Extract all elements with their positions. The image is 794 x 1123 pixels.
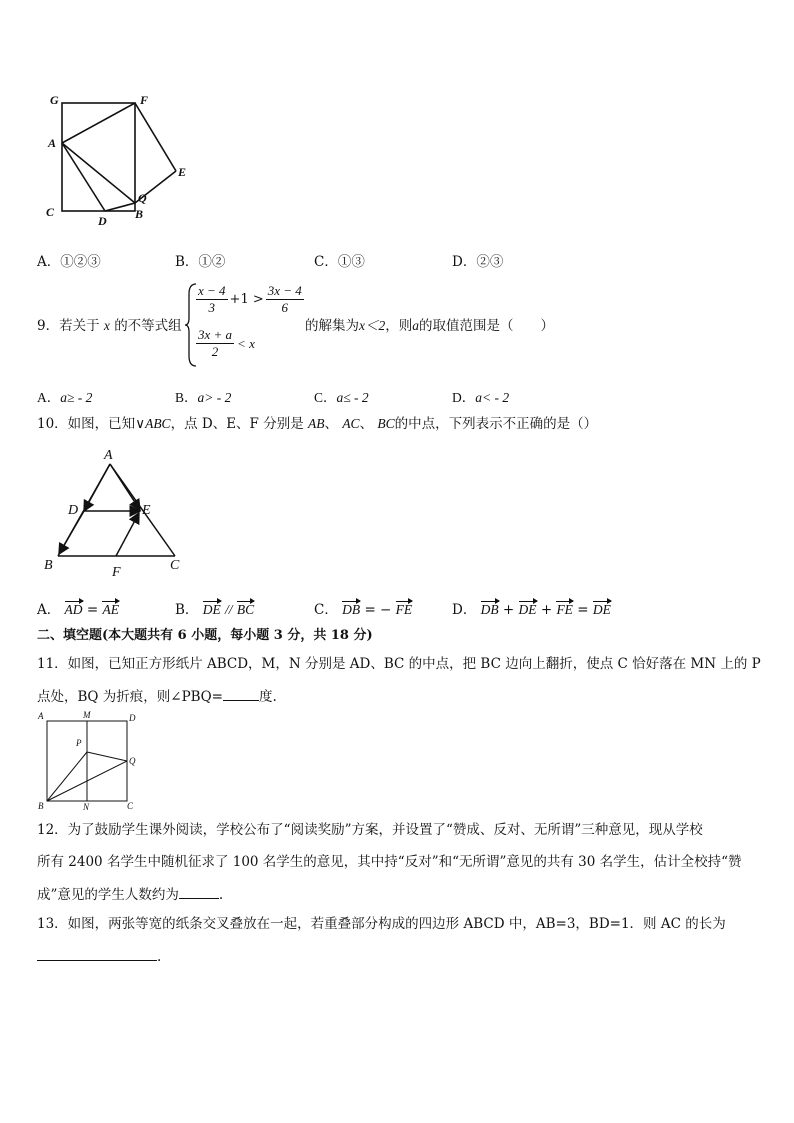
q10-triangle: ∨ABC: [135, 416, 171, 431]
q9-cond: x＜2: [359, 318, 386, 333]
option-text: a< - 2: [475, 390, 510, 405]
q11-line-2: [37, 686, 277, 707]
q10-ab: AB: [308, 416, 325, 431]
vector: DB: [480, 602, 499, 617]
option-key: A．: [37, 390, 61, 405]
option-key: D．: [452, 390, 476, 405]
q9-var-x: x: [103, 318, 110, 333]
q12-answer-blank[interactable]: [179, 884, 219, 899]
q10-sep: 、: [359, 416, 374, 432]
option-text: a≥ - 2: [60, 390, 93, 405]
q11-line-2b: 度.: [258, 689, 277, 705]
frac-den: 3: [208, 300, 216, 315]
q8-label-c: C: [46, 205, 55, 219]
frac-num: 3x + a: [198, 327, 233, 342]
vector: FE: [395, 602, 413, 617]
q10-sep: 、: [324, 416, 339, 432]
option-key: B．: [175, 390, 198, 405]
q10-label-d: D: [68, 503, 79, 518]
section-2-title: 二、填空题(本大题共有 6 小题，每小题 3 分，共 18 分): [37, 628, 373, 643]
option-text: ①②: [198, 254, 226, 270]
operator: //: [225, 602, 233, 617]
q12-line-3a: 成”意见的学生人数约为: [37, 887, 179, 903]
q9-stem-end: [305, 316, 554, 336]
q8-label-d: D: [98, 214, 107, 228]
q10-option-d[interactable]: [452, 598, 611, 618]
q9-option-d[interactable]: [452, 386, 509, 406]
q8-label-q: Q: [138, 191, 147, 205]
frac-den: 6: [281, 300, 289, 315]
vector: FE: [556, 602, 573, 617]
option-key: D．: [452, 254, 477, 270]
q13-line-2-end: .: [157, 949, 162, 965]
vector: AD: [64, 602, 83, 617]
q11-label-d: D: [129, 713, 136, 723]
q8-option-c[interactable]: [314, 250, 365, 270]
q10-ac: AC: [342, 416, 360, 431]
q10-option-a[interactable]: [37, 598, 119, 618]
operator: +: [540, 602, 553, 618]
q8-label-a: A: [48, 136, 57, 150]
q10-text-a: 10．如图，已知: [37, 416, 136, 432]
operator: =: [86, 602, 99, 618]
vector: DE: [518, 602, 537, 617]
q11-figure: [36, 708, 142, 812]
q9-frac-3: [196, 327, 234, 360]
option-key: A．: [37, 254, 61, 270]
q9-plus-gt: +1 >: [229, 292, 264, 307]
q10-bc: BC: [377, 416, 395, 431]
option-key: D．: [452, 602, 477, 618]
q9-lt-x: < x: [237, 335, 255, 351]
q9-option-a[interactable]: [37, 386, 92, 406]
q11-answer-blank[interactable]: [223, 686, 259, 701]
q9-prefix: 9．若关于: [37, 318, 100, 334]
q10-option-c[interactable]: [314, 598, 412, 618]
q10-label-e: E: [142, 503, 151, 518]
q9-var-a: a: [412, 318, 419, 333]
option-text: ①③: [337, 254, 365, 270]
q8-label-f: F: [140, 93, 149, 107]
operator: +: [502, 602, 515, 618]
option-key: B．: [175, 254, 199, 270]
q11-label-p: P: [76, 738, 82, 748]
q9-mid: 的不等式组: [114, 318, 182, 334]
q9-inequality-1: [196, 283, 304, 316]
q11-label-q: Q: [129, 756, 136, 766]
q12-line-2: 所有 2400 名学生中随机征求了 100 名学生的意见，其中持“反对”和“无所谓”意见的共有 30 名学生，估计全校持“赞: [37, 854, 742, 870]
q9-suffix3: 的取值范围是（ ）: [419, 318, 554, 334]
q11-label-m: M: [83, 710, 91, 720]
frac-num: x − 4: [198, 283, 226, 298]
q8-option-a[interactable]: [37, 250, 101, 270]
q11-label-n: N: [83, 802, 90, 812]
operator: =: [577, 602, 589, 618]
vector: AE: [102, 602, 119, 617]
q8-option-b[interactable]: [175, 250, 225, 270]
q10-label-a: A: [104, 448, 113, 463]
vector: BC: [236, 602, 255, 617]
q10-figure: [40, 444, 190, 580]
q13-line-2: [37, 946, 161, 967]
q12-line-3: [37, 884, 223, 905]
q9-stem: [37, 316, 182, 336]
q8-label-e: E: [178, 165, 187, 179]
frac-den: 2: [211, 344, 219, 359]
q12-line-3b: .: [218, 887, 224, 903]
q11-label-a: A: [38, 711, 44, 721]
operator: = −: [364, 602, 392, 618]
q9-option-b[interactable]: [175, 386, 231, 406]
q8-option-d[interactable]: [452, 250, 503, 270]
q9-suffix1: 的解集为: [305, 318, 359, 334]
q9-option-c[interactable]: [314, 386, 369, 406]
q12-line-1: 12．为了鼓励学生课外阅读，学校公布了“阅读奖励”方案，并设置了“赞成、反对、无所谓”三种意见，现从学校: [37, 822, 703, 838]
q8-label-g: G: [50, 93, 59, 107]
q13-answer-blank[interactable]: [37, 946, 157, 961]
q11-line-1: 11．如图，已知正方形纸片 ABCD，M，N 分别是 AD、BC 的中点，把 BC 边向上翻折，使点 C 恰好落在 MN 上的 P: [37, 656, 761, 672]
q13-line-1: 13．如图，两张等宽的纸条交叉叠放在一起，若重叠部分构成的四边形 ABCD 中，AB=3，BD=1．则 AC 的长为: [37, 916, 726, 932]
q10-option-b[interactable]: [175, 598, 254, 618]
q11-line-2a: 点处，BQ 为折痕，则∠PBQ=: [37, 689, 223, 705]
q8-figure: [40, 88, 200, 228]
option-key: B．: [175, 602, 199, 618]
q10-text-c: 的中点，下列表示不正确的是（）: [394, 416, 598, 432]
q10-text-b: ，点 D、E、F 分别是: [170, 416, 304, 432]
option-key: C．: [314, 602, 338, 618]
option-key: C．: [314, 390, 337, 405]
option-key: C．: [314, 254, 338, 270]
q10-label-f: F: [112, 565, 121, 580]
vector: DE: [592, 602, 611, 617]
vector: DB: [342, 602, 361, 617]
option-text: a≤ - 2: [336, 390, 369, 405]
option-text: ①②③: [60, 254, 101, 270]
option-key: A．: [37, 602, 61, 618]
vector: DE: [202, 602, 221, 617]
option-text: a> - 2: [197, 390, 232, 405]
q9-frac-1: [196, 283, 228, 316]
option-text: ②③: [476, 254, 504, 270]
q8-label-b: B: [135, 207, 144, 221]
q11-label-c: C: [127, 801, 134, 811]
q11-label-b: B: [38, 801, 44, 811]
frac-num: 3x − 4: [267, 283, 302, 298]
q10-label-c: C: [170, 558, 180, 573]
q10-label-b: B: [44, 558, 53, 573]
q9-suffix2: ，则: [385, 318, 413, 334]
q9-inequality-2: [196, 327, 255, 360]
q9-frac-2: [266, 283, 304, 316]
q10-stem: [37, 414, 597, 434]
